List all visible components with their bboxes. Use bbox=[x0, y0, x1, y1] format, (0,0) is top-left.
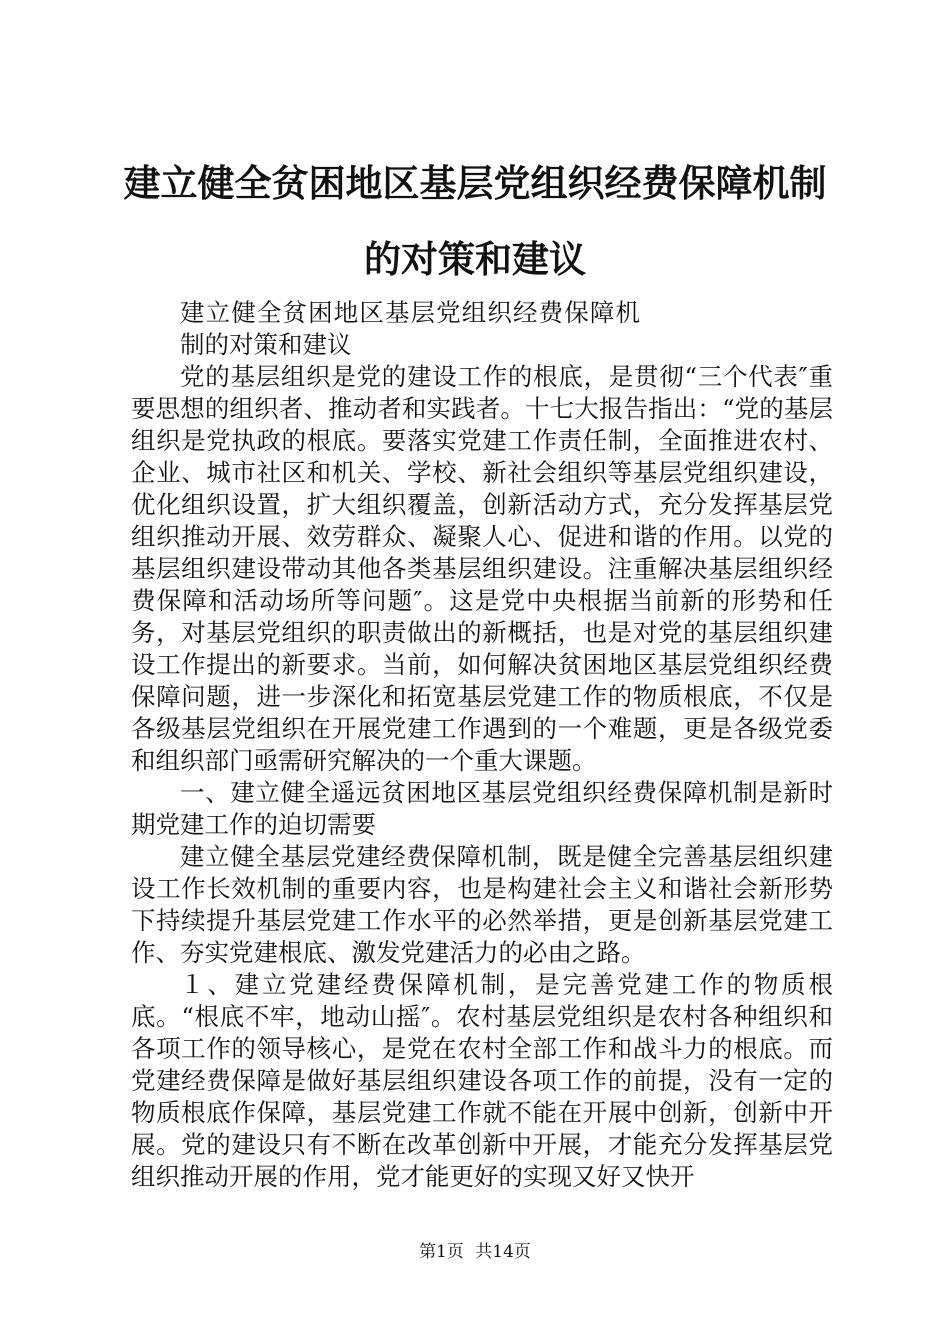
paragraph: 党的基层组织是党的建设工作的根底，是贯彻“三个代表″重要思想的组织者、推动者和实践者。十七大报告指出：“党的基层组织是党执政的根底。要落实党建工作责任制，全面推进农村、企业、城市社区和机关、学校、新社会组织等基层党组织建设，优化组织设置，扩大组织覆盖，创新活动方式，充分发挥基层党组织推动开展、效劳群众、凝聚人心、促进和谐的作用。以党的基层组织建设带动其他各类基层组织建设。注重解决基层组织经费保障和活动场所等问题″。这是党中央根据当前新的形势和任务，对基层党组织的职责做出的新概括，也是对党的基层组织建设工作提出的新要求。当前，如何解决贫困地区基层党组织经费保障问题，进一步深化和拓宽基层党建工作的物质根底，不仅是各级基层党组织在开展党建工作遇到的一个难题，更是各级党委和组织部门亟需研究解决的一个重大课题。 bbox=[131, 362, 833, 775]
paragraph: １、建立党建经费保障机制，是完善党建工作的物质根底。“根底不牢，地动山摇″。农村基层党组织是农村各种组织和各项工作的领导核心，是党在农村全部工作和战斗力的根底。而党建经费保障是做好基层组织建设各项工作的前提，没有一定的物质根底作保障，基层党建工作就不能在开展中创新，创新中开展。党的建设只有不断在改革创新中开展，才能充分发挥基层党组织推动开展的作用，党才能更好的实现又好又快开 bbox=[131, 970, 833, 1191]
document-title: 建立健全贫困地区基层党组织经费保障机制的对策和建议 bbox=[123, 162, 827, 281]
page-number: 第1页 bbox=[419, 1242, 464, 1262]
paragraph: 建立健全基层党建经费保障机制，既是健全完善基层组织建设工作长效机制的重要内容，也是构建社会主义和谐社会新形势下持续提升基层党建工作水平的必然举措，更是创新基层党建工作、夯实党建根底、激发党建活力的必由之路。 bbox=[131, 842, 833, 967]
document-body bbox=[131, 297, 833, 1193]
document-subtitle: 建立健全贫困地区基层党组织经费保障机制的对策和建议 bbox=[180, 298, 640, 359]
section-heading: 一、建立健全遥远贫困地区基层党组织经费保障机制是新时期党建工作的迫切需要 bbox=[131, 778, 833, 839]
page-footer bbox=[0, 1240, 950, 1264]
page-total: 共14页 bbox=[475, 1242, 531, 1262]
